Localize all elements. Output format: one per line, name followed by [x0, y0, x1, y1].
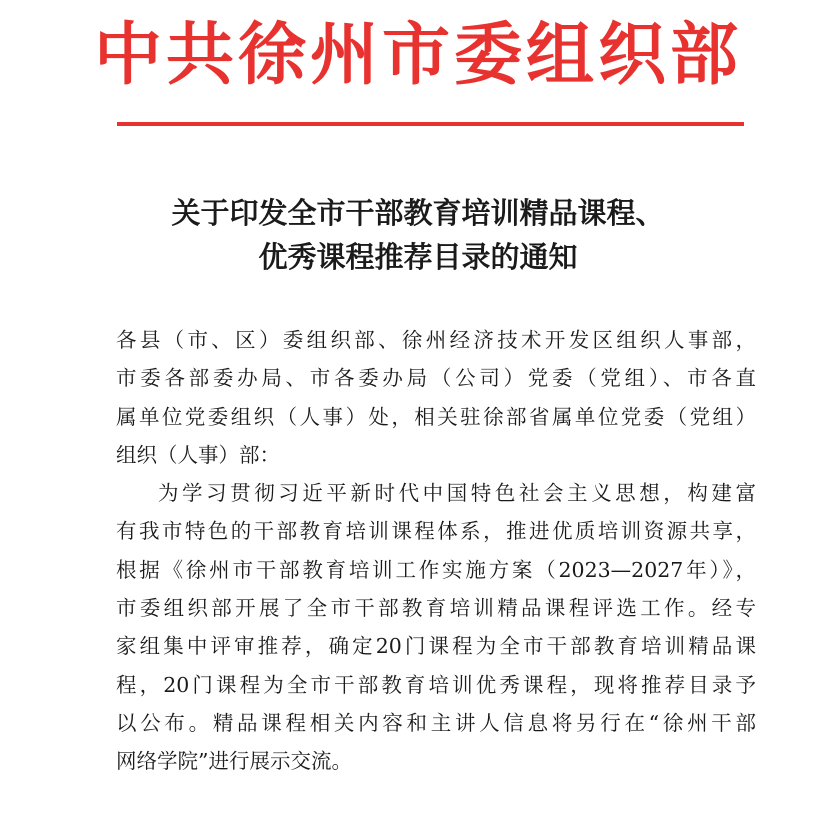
paragraph-line: 家组集中评审推荐，确定20门课程为全市干部教育培训精品课 [116, 634, 756, 659]
paragraph-line: 以公布。精品课程相关内容和主讲人信息将另行在“徐州干部 [116, 710, 756, 735]
notice-title-line-2: 优秀课程推荐目录的通知 [258, 240, 578, 274]
paragraph-line: 根据《徐州市干部教育培训工作实施方案（2023—2027年）》， [116, 557, 756, 582]
issuer-masthead: 中共徐州市委组织部 [93, 15, 742, 95]
recipients-line: 各县（市、区）委组织部、徐州经济技术开发区组织人事部， [116, 328, 756, 352]
recipients-line: 组织（人事）部： [116, 442, 280, 467]
paragraph-line: 有我市特色的干部教育培训课程体系，推进优质培训资源共享， [116, 519, 756, 544]
red-divider-line [117, 122, 744, 126]
notice-body [116, 321, 756, 781]
recipients-line: 市委各部委办局、市各委办局（公司）党委（党组）、市各直 [116, 366, 756, 391]
notice-title-line-1: 关于印发全市干部教育培训精品课程、 [171, 196, 665, 230]
recipients-line: 属单位党委组织（人事）处，相关驻徐部省属单位党委（党组） [116, 404, 756, 429]
paragraph-line: 为学习贯彻习近平新时代中国特色社会主义思想，构建富 [158, 481, 756, 506]
paragraph-line: 网络学院”进行展示交流。 [116, 749, 352, 774]
paragraph-line: 市委组织部开展了全市干部教育培训精品课程评选工作。经专 [116, 596, 756, 621]
paragraph-line: 程，20门课程为全市干部教育培训优秀课程，现将推荐目录予 [116, 672, 756, 697]
